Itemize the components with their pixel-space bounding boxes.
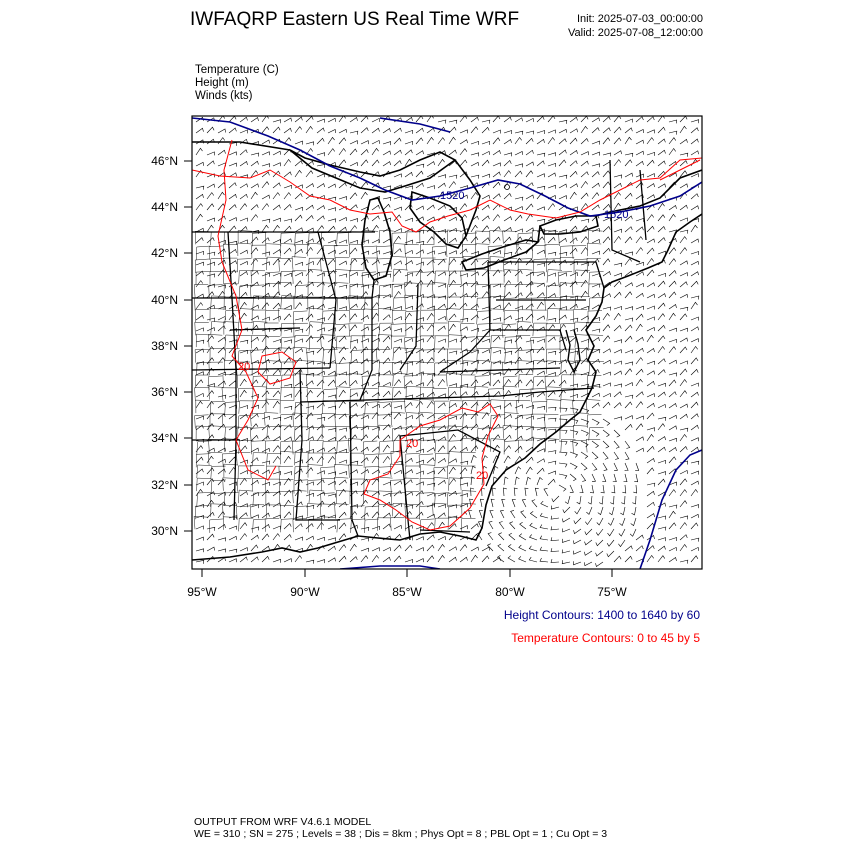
lat-label: 40°N	[151, 293, 178, 307]
init-time: Init: 2025-07-03_00:00:00	[577, 13, 703, 25]
lon-label: 90°W	[290, 585, 320, 599]
lat-label: 38°N	[151, 339, 178, 353]
field-temperature-label: Temperature (C)	[195, 64, 279, 76]
lon-label: 95°W	[187, 585, 217, 599]
temperature-contour-label: 20	[406, 438, 419, 450]
temperature-contour-label: 20	[238, 361, 251, 373]
height-contours-note: Height Contours: 1400 to 1640 by 60	[503, 608, 700, 622]
model-info: OUTPUT FROM WRF V4.6.1 MODEL	[194, 816, 372, 828]
height-contour-label: 1520	[604, 209, 629, 221]
lon-label: 85°W	[392, 585, 422, 599]
lat-label: 32°N	[151, 478, 178, 492]
lon-label: 80°W	[495, 585, 525, 599]
lat-label: 46°N	[151, 154, 178, 168]
lon-label: 75°W	[597, 585, 627, 599]
lat-label: 36°N	[151, 385, 178, 399]
plot-title: IWFAQRP Eastern US Real Time WRF	[190, 9, 520, 30]
field-winds-label: Winds (kts)	[195, 90, 253, 102]
model-settings: WE = 310 ; SN = 275 ; Levels = 38 ; Dis = 8km ; Phys Opt = 8 ; PBL Opt = 1 ; Cu Opt = 3	[194, 828, 608, 840]
temperature-contour-label: 20	[476, 470, 489, 482]
field-height-label: Height (m)	[195, 77, 249, 89]
longitude-axis	[187, 569, 627, 599]
lat-label: 44°N	[151, 200, 178, 214]
valid-time: Valid: 2025-07-08_12:00:00	[568, 27, 703, 39]
latitude-axis	[151, 154, 192, 538]
height-contour-label: 1520	[440, 190, 465, 202]
temperature-contours-note: Temperature Contours: 0 to 45 by 5	[511, 631, 700, 645]
lat-label: 34°N	[151, 431, 178, 445]
lat-label: 30°N	[151, 524, 178, 538]
lat-label: 42°N	[151, 246, 178, 260]
